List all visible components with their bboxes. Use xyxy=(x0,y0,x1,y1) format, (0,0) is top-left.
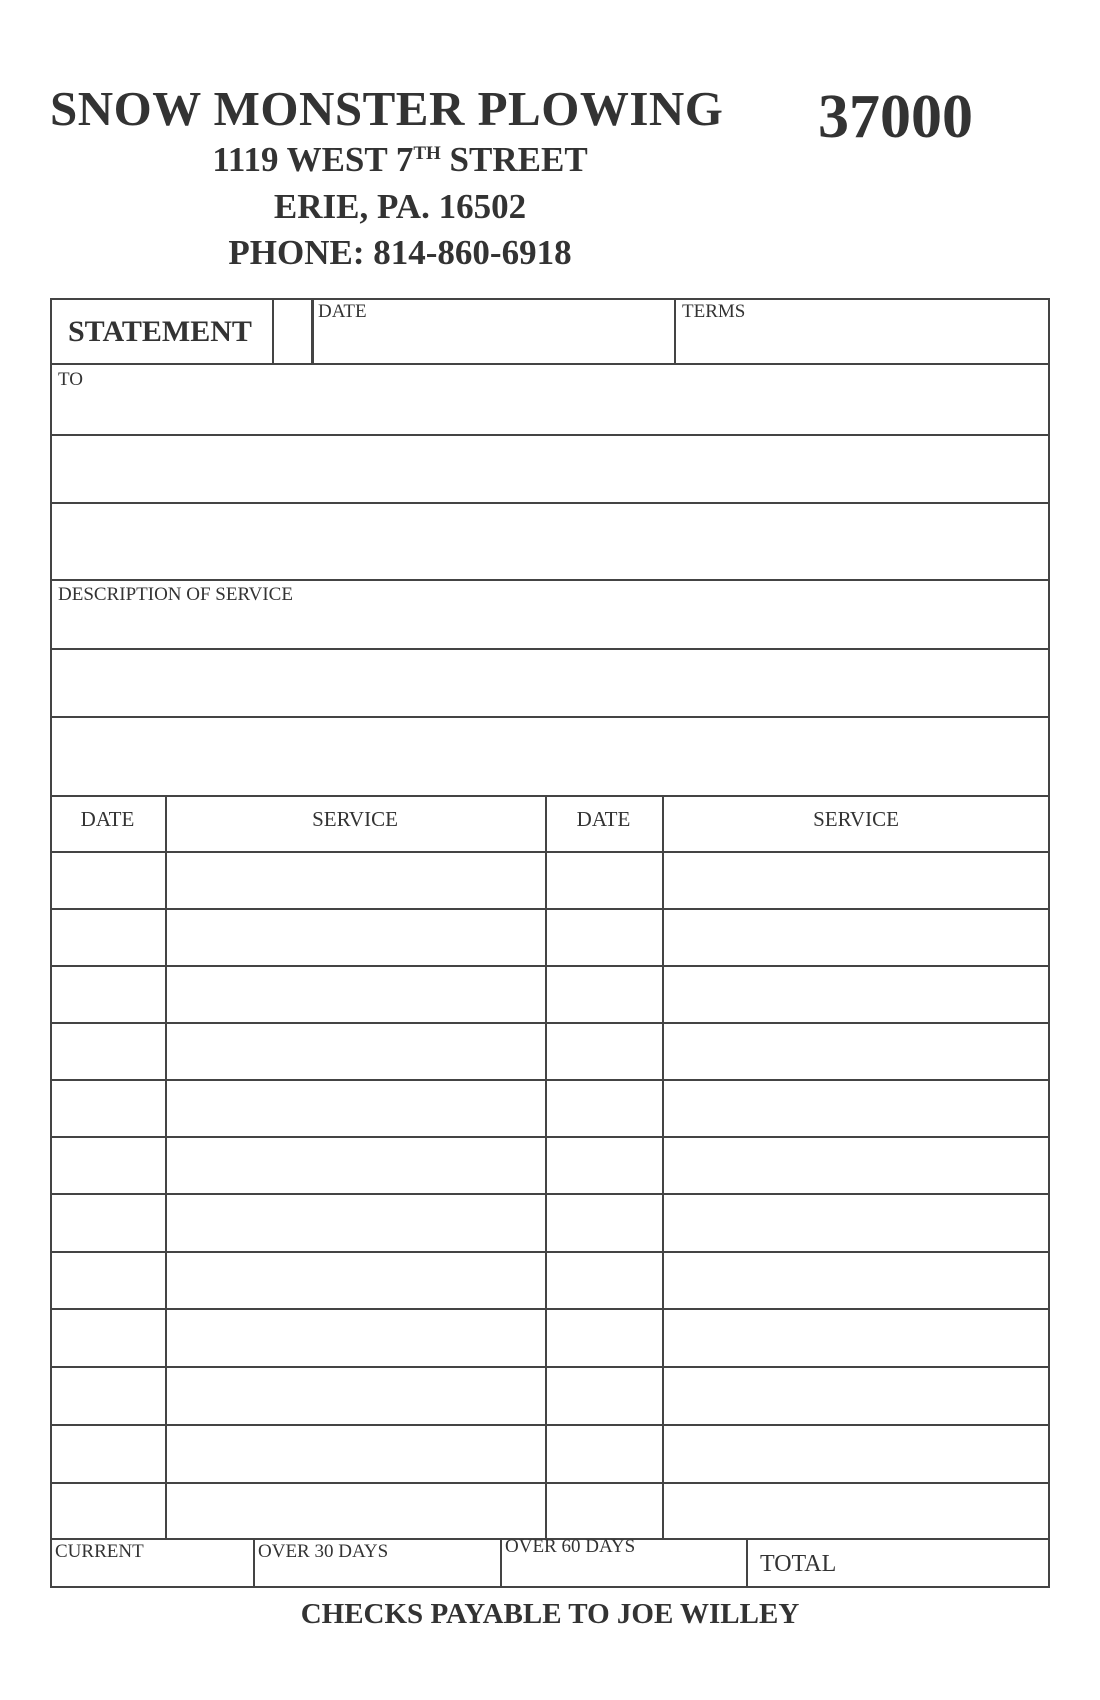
to-label: TO xyxy=(58,369,83,390)
description-field[interactable] xyxy=(50,579,1050,797)
date-label: DATE xyxy=(318,301,367,322)
table-row-divider xyxy=(50,851,1050,853)
phone-line: PHONE: 814-860-6918 xyxy=(228,233,572,272)
table-row-divider xyxy=(50,1251,1050,1253)
street-address xyxy=(150,140,650,180)
service-column-header-left: SERVICE xyxy=(312,807,398,831)
description-label: DESCRIPTION OF SERVICE xyxy=(58,584,293,605)
table-row-divider xyxy=(50,965,1050,967)
street-ordinal-suffix: TH xyxy=(413,143,441,164)
to-field[interactable] xyxy=(50,363,1050,581)
date-column-header-left: DATE xyxy=(80,807,135,831)
checks-payable-note: CHECKS PAYABLE TO JOE WILLEY xyxy=(300,1598,800,1630)
city-line: ERIE, PA. 16502 xyxy=(273,187,527,226)
terms-label: TERMS xyxy=(682,301,746,322)
table-row-divider xyxy=(50,908,1050,910)
service-column-header-right: SERVICE xyxy=(813,807,899,831)
table-row-divider xyxy=(50,1136,1050,1138)
description-divider xyxy=(50,716,1050,718)
table-row-divider xyxy=(50,1308,1050,1310)
over-30-days-label: OVER 30 DAYS xyxy=(258,1541,389,1562)
table-column-divider xyxy=(165,795,167,1540)
table-row-divider xyxy=(50,1482,1050,1484)
table-column-divider xyxy=(662,795,664,1540)
statement-title: STATEMENT xyxy=(68,315,252,348)
table-row-divider xyxy=(50,1079,1050,1081)
company-name: SNOW MONSTER PLOWING xyxy=(50,81,724,136)
to-divider xyxy=(50,434,1050,436)
table-row-divider xyxy=(50,1424,1050,1426)
table-row-divider xyxy=(50,1366,1050,1368)
table-row-divider xyxy=(50,1022,1050,1024)
total-label: TOTAL xyxy=(760,1551,837,1577)
street-prefix: 1119 WEST 7 xyxy=(212,140,414,179)
description-divider xyxy=(50,648,1050,650)
date-column-header-right: DATE xyxy=(576,807,631,831)
form-number: 37000 xyxy=(818,83,973,151)
current-label: CURRENT xyxy=(55,1541,144,1562)
table-column-divider xyxy=(545,795,547,1540)
table-row-divider xyxy=(50,1193,1050,1195)
service-table xyxy=(50,795,1050,1540)
statement-spacer-box xyxy=(272,298,314,365)
to-divider xyxy=(50,502,1050,504)
over-60-days-label: OVER 60 DAYS xyxy=(505,1536,636,1557)
street-suffix: STREET xyxy=(440,140,588,179)
